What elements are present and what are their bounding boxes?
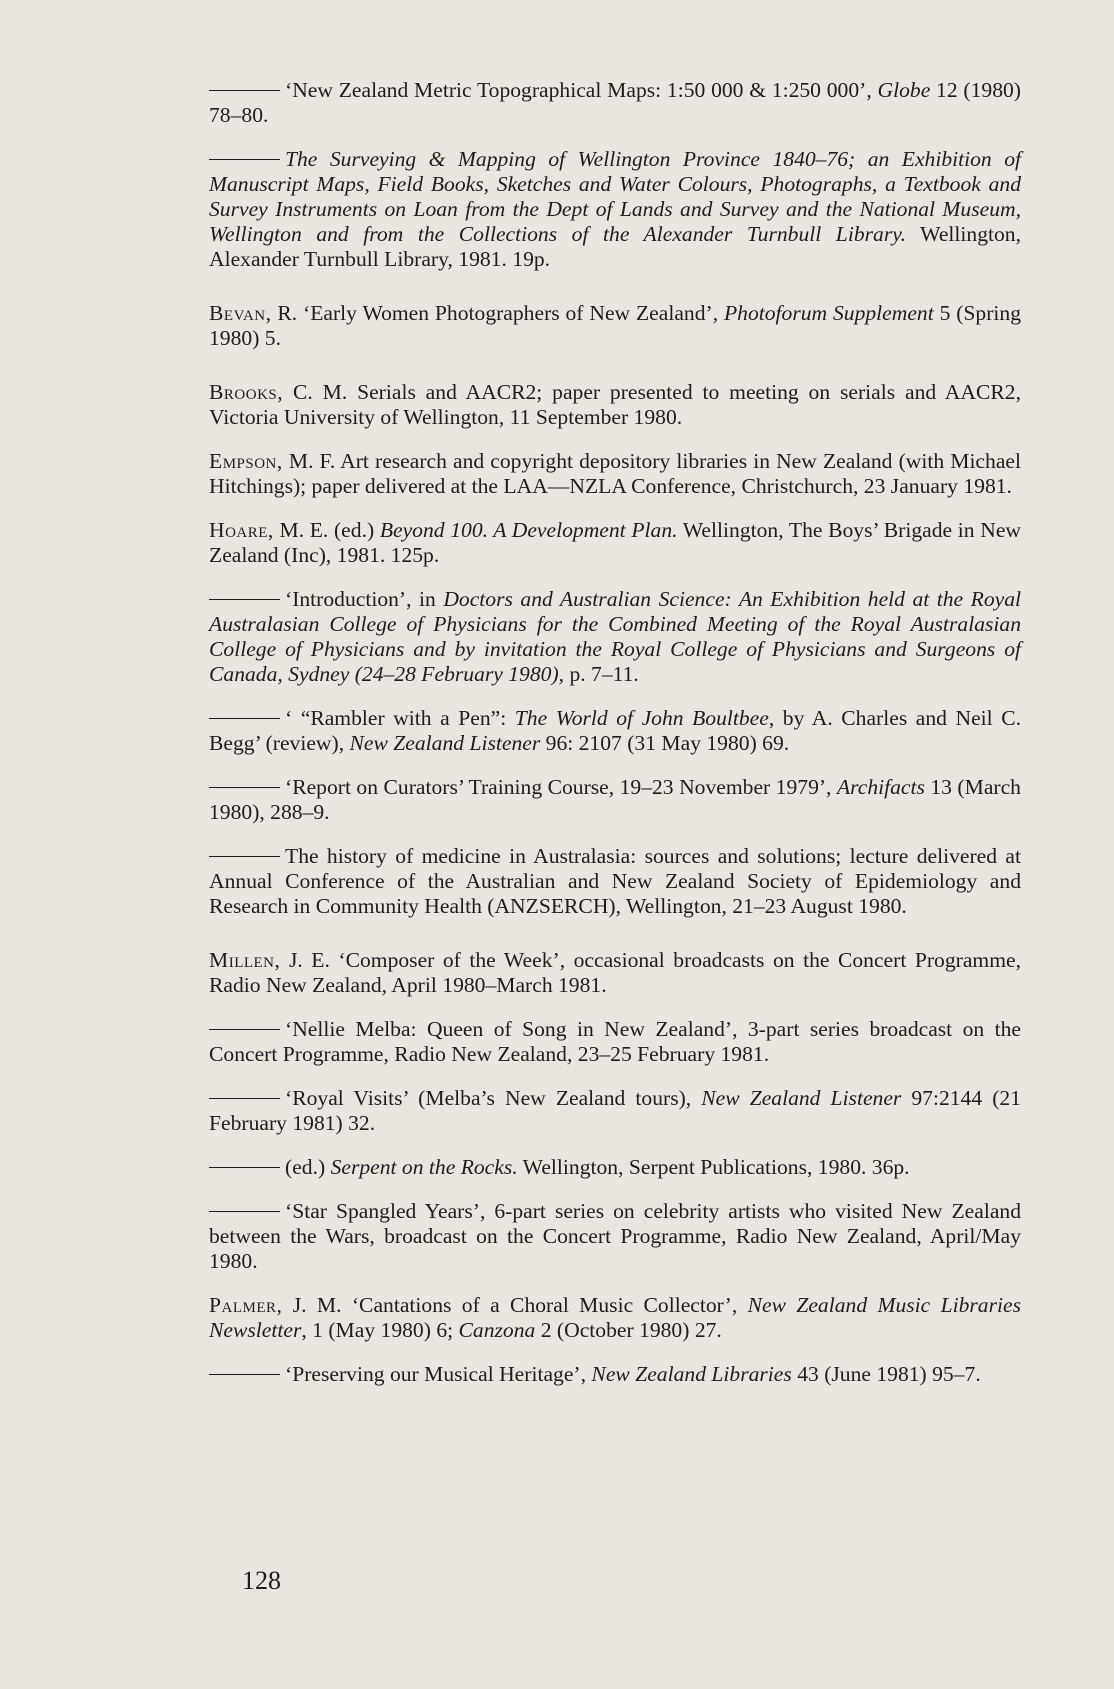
entry-text: Wellington, Alexander Turnbull Library, 1981. 19p.: [209, 222, 1021, 271]
entry-text: C. M. Serials and AACR2; paper presented to meeting on serials and AACR2, Victoria University of Wellington, 11 September 1980.: [209, 380, 1021, 429]
italic-title: Doctors and Australian Science: An Exhibition held at the Royal Australasian College of Physicians for the Combined Meeting of the Royal Australasian College of Physicians and by invitation the Royal College of Physicians and Surgeons of Canada, Sydney (24–28 February 1980),: [209, 587, 1021, 686]
entry-text: ‘Preserving our Musical Heritage’,: [285, 1362, 592, 1386]
bibliography-entry: [209, 518, 1021, 568]
italic-title: New Zealand Listener: [701, 1086, 902, 1110]
entry-text: , 1 (May 1980) 6;: [301, 1318, 459, 1342]
entry-text: 96: 2107 (31 May 1980) 69.: [540, 731, 790, 755]
italic-title: The World of John Boultbee: [514, 706, 769, 730]
bibliography-entry: [209, 775, 1021, 825]
entry-text: 5 (Spring 1980) 5.: [209, 301, 1022, 350]
entry-text: The history of medicine in Australasia: sources and solutions; lecture delivered at Annual Conference of the Australian and New Zealand Society of Epidemiology and Research in Community Health (ANZSERCH), Wellington, 21–23 August 1980.: [209, 844, 1021, 918]
entry-text: J. M. ‘Cantations of a Choral Music Collector’,: [282, 1293, 748, 1317]
italic-title: New Zealand Music Libraries Newsletter: [209, 1293, 1021, 1342]
entry-text: , by A. Charles and Neil C. Begg’ (review),: [209, 706, 1021, 755]
ditto-dash: [209, 787, 280, 788]
ditto-dash: [209, 599, 280, 600]
entry-text: R. ‘Early Women Photographers of New Zealand’,: [271, 301, 724, 325]
bibliography-entry: [209, 380, 1021, 430]
bibliography-entry: [209, 1155, 1021, 1180]
bibliography-entry: [209, 587, 1021, 687]
page-number: 128: [242, 1566, 281, 1595]
ditto-dash: [209, 1167, 280, 1168]
entry-text: Wellington, Serpent Publications, 1980. 36p.: [517, 1155, 910, 1179]
bibliography-entry: [209, 1199, 1021, 1274]
ditto-dash: [209, 1098, 280, 1099]
entry-text: 97:2144 (21 February 1981) 32.: [209, 1086, 1021, 1135]
bibliography-list: [209, 78, 1021, 1406]
entry-text: ‘Report on Curators’ Training Course, 19–23 November 1979’,: [285, 775, 837, 799]
italic-title: Serpent on the Rocks.: [330, 1155, 518, 1179]
entry-text: 12 (1980) 78–80.: [209, 78, 1021, 127]
author-name: Hoare,: [209, 518, 274, 542]
italic-title: The Surveying & Mapping of Wellington Province 1840–76; an Exhibition of Manuscript Maps, Field Books, Sketches and Water Colours, Photographs, a Textbook and Survey Instruments on Loan from the Dept of Lands and Survey and the National Museum, Wellington and from the Collections of the Alexander Turnbull Library.: [209, 147, 1021, 246]
bibliography-entry: [209, 1017, 1021, 1067]
bibliography-entry: [209, 449, 1021, 499]
entry-text: Wellington, The Boys’ Brigade in New Zealand (Inc), 1981. 125p.: [209, 518, 1021, 567]
italic-title: Canzona: [458, 1318, 536, 1342]
entry-text: ‘ “Rambler with a Pen”:: [285, 706, 515, 730]
ditto-dash: [209, 90, 280, 91]
entry-text: 2 (October 1980) 27.: [535, 1318, 722, 1342]
italic-title: Beyond 100. A Development Plan.: [379, 518, 678, 542]
bibliography-entry: [209, 78, 1021, 128]
entry-text: p. 7–11.: [564, 662, 639, 686]
italic-title: New Zealand Libraries: [591, 1362, 792, 1386]
ditto-dash: [209, 856, 280, 857]
ditto-dash: [209, 159, 280, 160]
entry-text: J. E. ‘Composer of the Week’, occasional broadcasts on the Concert Programme, Radio New Zealand, April 1980–March 1981.: [209, 948, 1021, 997]
ditto-dash: [209, 1029, 280, 1030]
bibliography-entry: [209, 1362, 1021, 1387]
ditto-dash: [209, 718, 280, 719]
entry-text: ‘Introduction’, in: [285, 587, 444, 611]
ditto-dash: [209, 1374, 280, 1375]
italic-title: Globe: [877, 78, 931, 102]
entry-text: ‘Nellie Melba: Queen of Song in New Zealand’, 3-part series broadcast on the Concert Programme, Radio New Zealand, 23–25 February 1981.: [209, 1017, 1021, 1066]
bibliography-entry: [209, 706, 1021, 756]
italic-title: Archifacts: [836, 775, 925, 799]
entry-text: 13 (March 1980), 288–9.: [209, 775, 1021, 824]
entry-text: M. E. (ed.): [273, 518, 380, 542]
entry-text: ‘Star Spangled Years’, 6-part series on celebrity artists who visited New Zealand between the Wars, broadcast on the Concert Programme, Radio New Zealand, April/May 1980.: [209, 1199, 1021, 1273]
bibliography-entry: [209, 1293, 1021, 1343]
bibliography-entry: [209, 1086, 1021, 1136]
bibliography-entry: [209, 948, 1021, 998]
entry-text: (ed.): [285, 1155, 331, 1179]
entry-text: ‘New Zealand Metric Topographical Maps: 1:50 000 & 1:250 000’,: [285, 78, 878, 102]
author-name: Empson,: [209, 449, 283, 473]
entry-text: ‘Royal Visits’ (Melba’s New Zealand tours),: [285, 1086, 702, 1110]
entry-text: 43 (June 1981) 95–7.: [791, 1362, 981, 1386]
author-name: Brooks,: [209, 380, 284, 404]
author-name: Millen,: [209, 948, 281, 972]
author-name: Palmer,: [209, 1293, 283, 1317]
ditto-dash: [209, 1211, 280, 1212]
bibliography-entry: [209, 844, 1021, 919]
entry-text: M. F. Art research and copyright depository libraries in New Zealand (with Michael Hitchings); paper delivered at the LAA—NZLA Conference, Christchurch, 23 January 1981.: [209, 449, 1021, 498]
author-name: Bevan,: [209, 301, 272, 325]
italic-title: New Zealand Listener: [349, 731, 541, 755]
italic-title: Photoforum Supplement: [723, 301, 934, 325]
bibliography-entry: [209, 301, 1021, 351]
bibliography-entry: [209, 147, 1021, 272]
